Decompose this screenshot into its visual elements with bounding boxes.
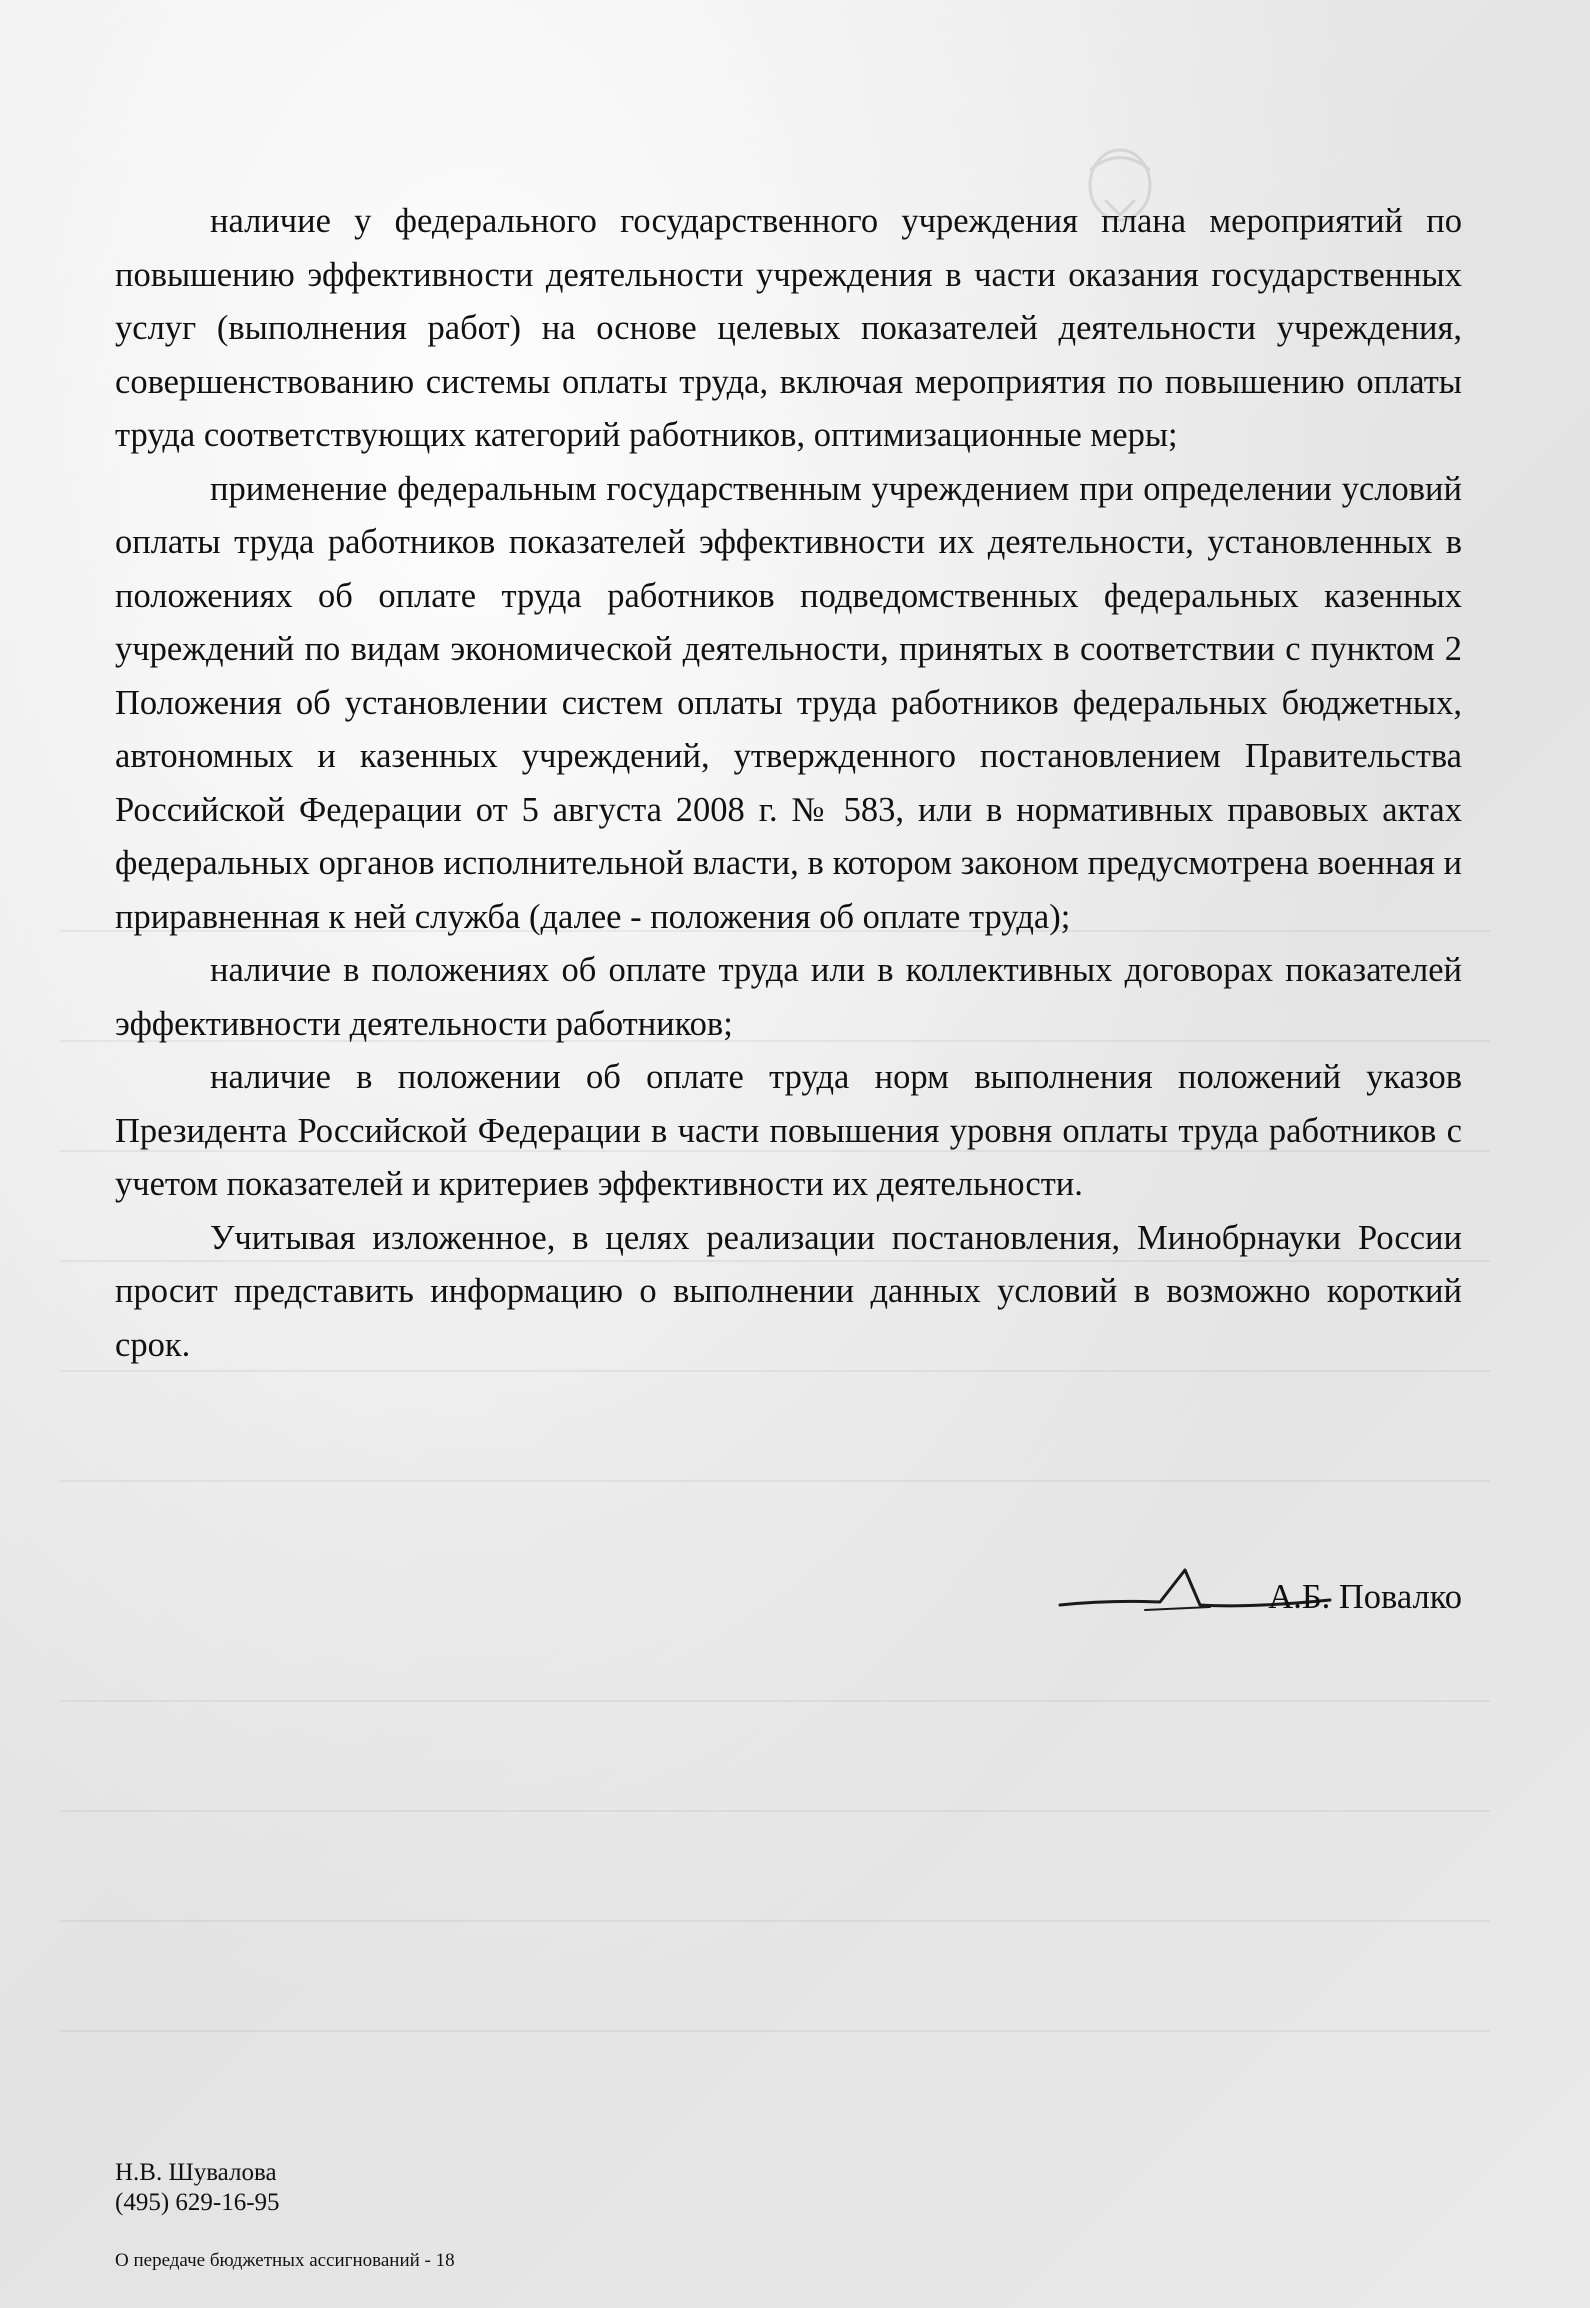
show-through-line: [60, 1700, 1490, 1702]
executor-block: [115, 2158, 280, 2218]
executor-phone: (495) 629-16-95: [115, 2189, 280, 2216]
signer-name: А.Б. Повалко: [1268, 1578, 1462, 1616]
show-through-line: [60, 1810, 1490, 1812]
letter-body: [115, 195, 1462, 1372]
footer-reference: О передаче бюджетных ассигнований - 18: [115, 2250, 455, 2271]
paragraph-plan-measures: наличие у федерального государственного учреждения плана мероприятий по повышению эффективности деятельности учреждения в части оказания государственных услуг (выполнения работ) на основе целевых показателей деятельности учреждения, совершенствованию системы оплаты труда, включая мероприятия по повышению оплаты труда соответствующих категорий работников, оптимизационные меры;: [115, 202, 1462, 454]
paragraph-collective-agreements: наличие в положениях об оплате труда или в коллективных договорах показателей эффективности деятельности работников;: [115, 951, 1462, 1043]
paragraph-application-indicators: применение федеральным государственным учреждением при определении условий оплаты труда работников показателей эффективности их деятельности, установленных в положениях об оплате труда работников подведомственных федеральных казенных учреждений по видам экономической деятельности, принятых в соответствии с пунктом 2 Положения об установлении систем оплаты труда работников федеральных бюджетных, автономных и казенных учреждений, утвержденного постановлением Правительства Российской Федерации от 5 августа 2008 г. № 583, или в нормативных правовых актах федеральных органов исполнительной власти, в котором законом предусмотрена военная и приравненная к ней служба (далее - положения об оплате труда);: [115, 469, 1462, 936]
show-through-line: [60, 2030, 1490, 2032]
executor-name: Н.В. Шувалова: [115, 2159, 277, 2186]
signature-block: [115, 1578, 1462, 1638]
show-through-line: [60, 1920, 1490, 1922]
show-through-line: [60, 1480, 1490, 1482]
paragraph-presidential-decrees: наличие в положении об оплате труда норм выполнения положений указов Президента Российской Федерации в части повышения уровня оплаты труда работников с учетом показателей и критериев эффективности их деятельности.: [115, 1058, 1462, 1203]
paragraph-request: Учитывая изложенное, в целях реализации постановления, Минобрнауки России просит представить информацию о выполнении данных условий в возможно короткий срок.: [115, 1218, 1462, 1364]
